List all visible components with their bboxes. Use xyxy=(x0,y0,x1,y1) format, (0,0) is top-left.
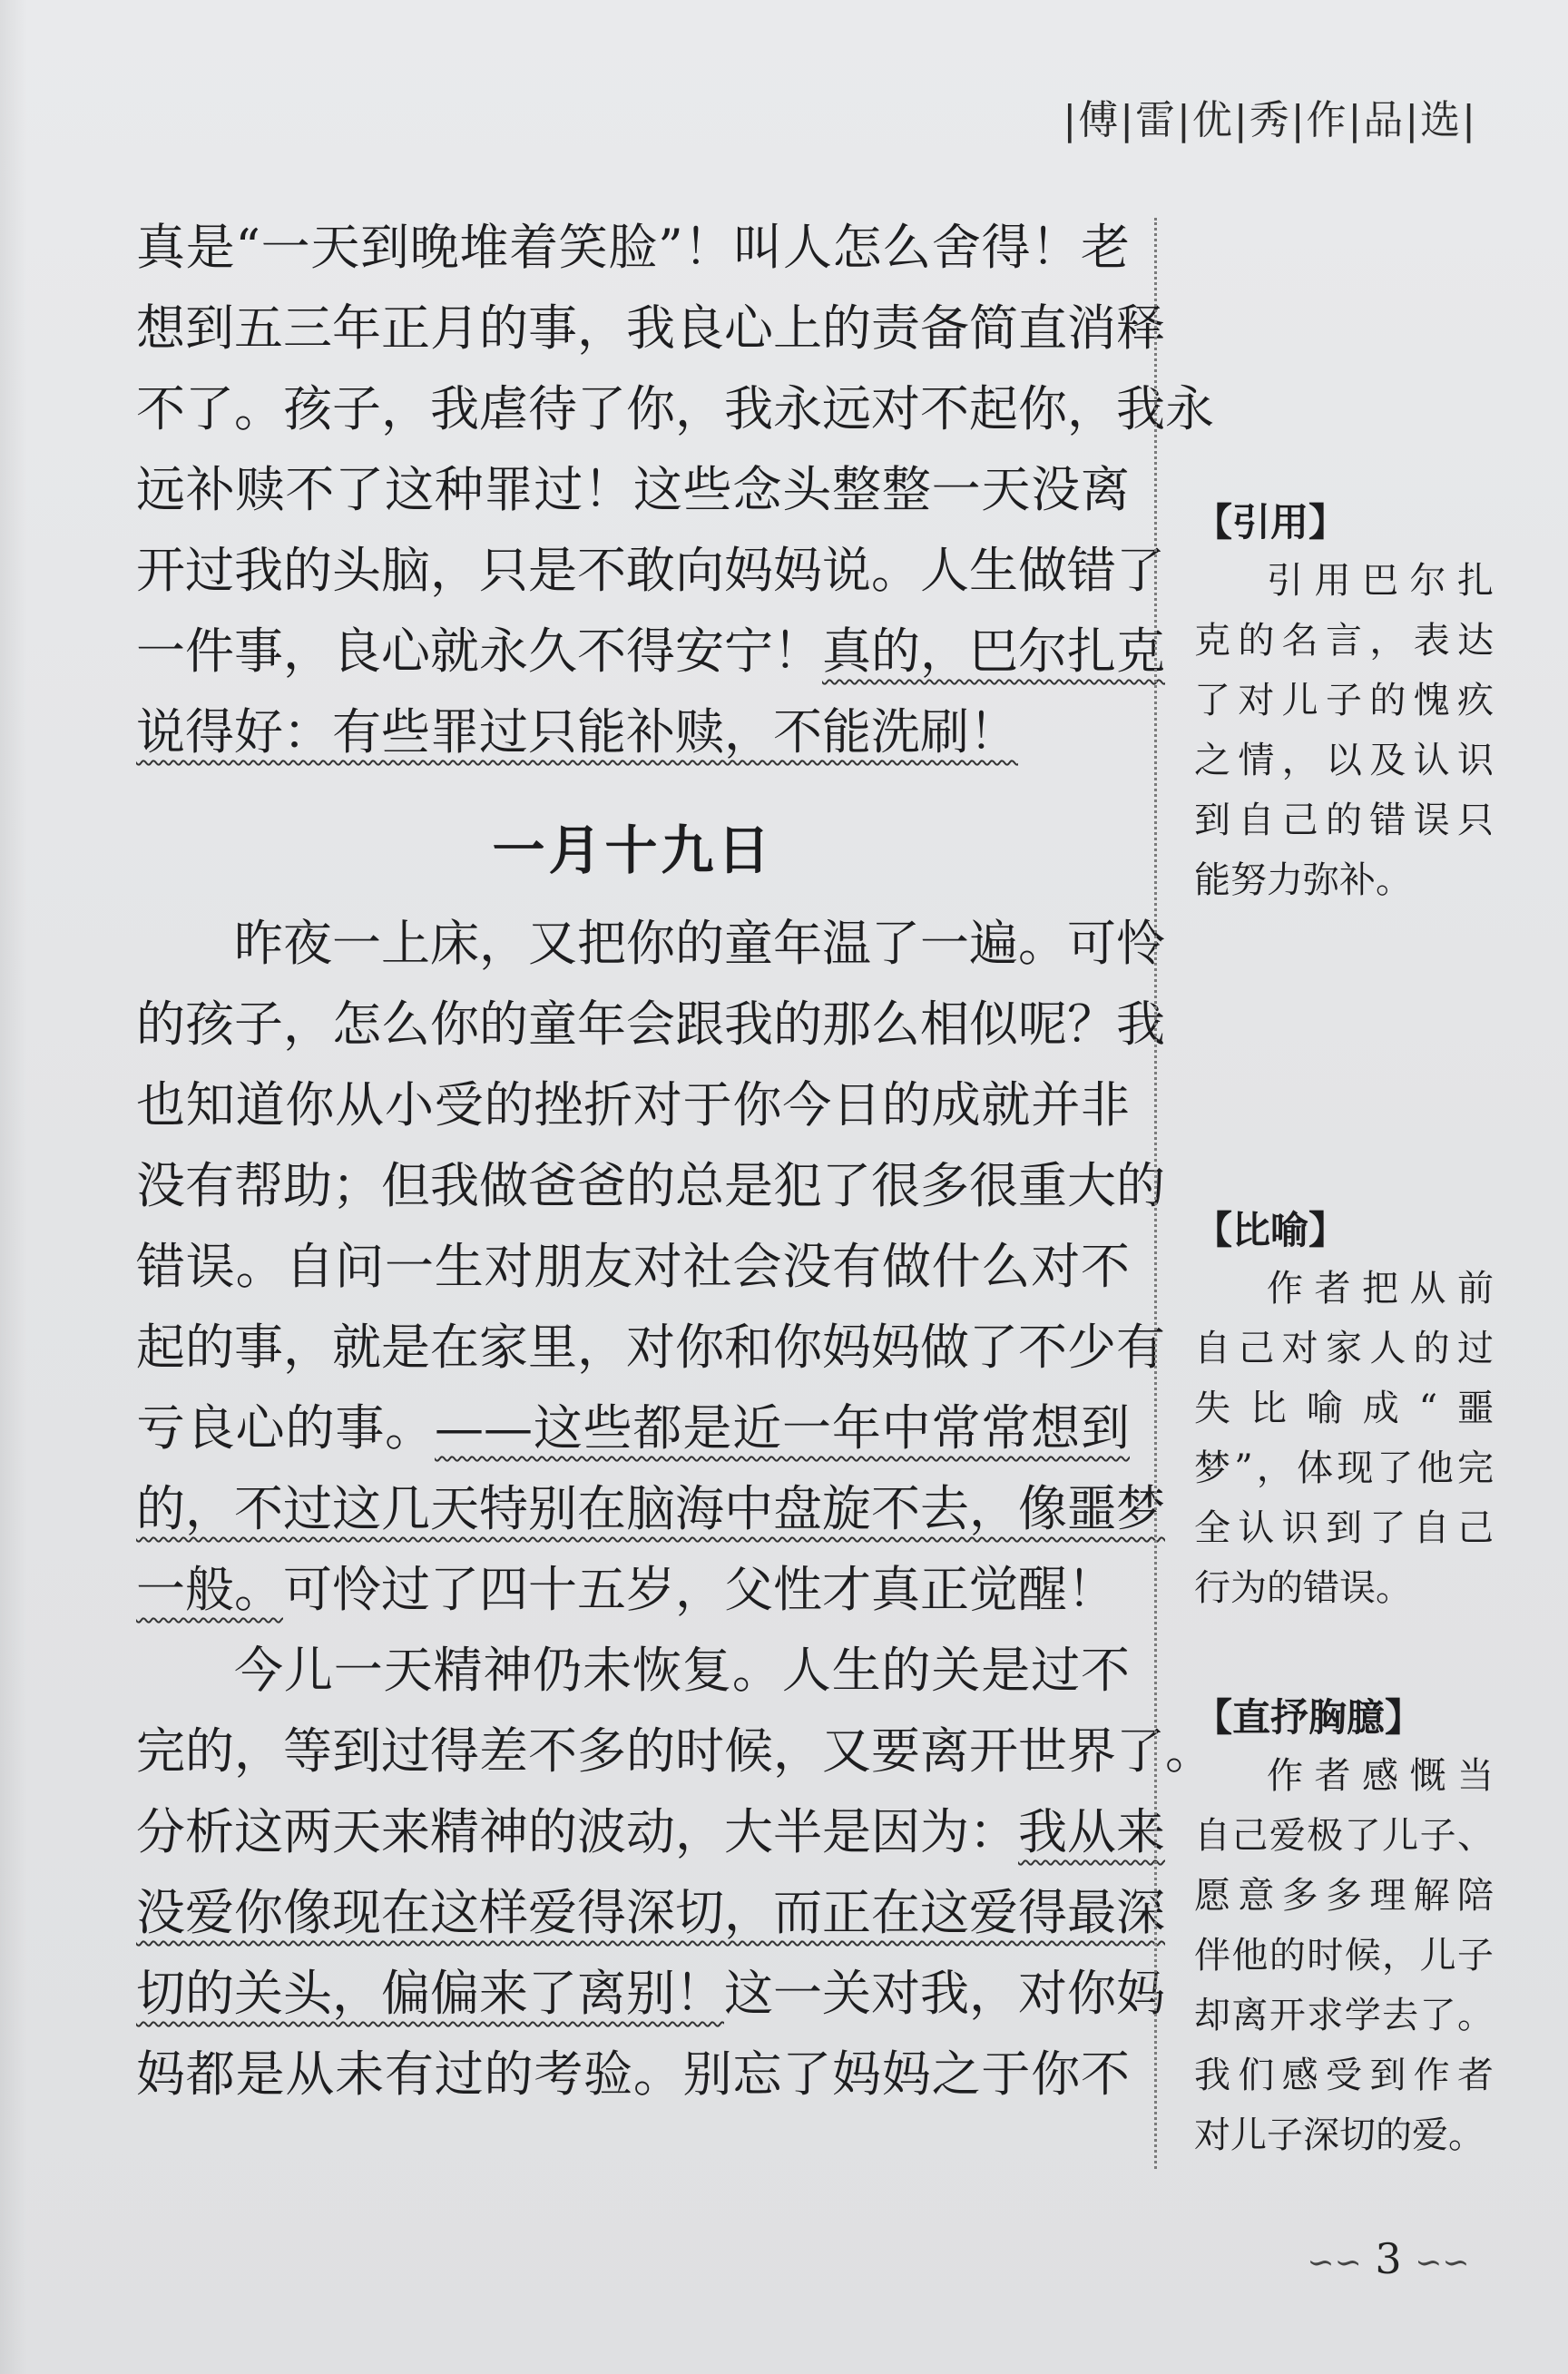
text-line xyxy=(136,1388,1130,1468)
text-line: 完的，等到过得差不多的时候，又要离开世界了。 xyxy=(136,1722,1214,1780)
text-span: 亏良心的事。 xyxy=(136,1399,435,1457)
text-line: 远补赎不了这种罪过！这些念头整整一天没离 xyxy=(136,461,1130,518)
text-span: 可怜过了四十五岁，父性才真正觉醒！ xyxy=(283,1561,1116,1618)
note-line: 全认识到了自己 xyxy=(1194,1507,1494,1549)
text-line: 昨夜一上床，又把你的童年温了一遍。可怜 xyxy=(234,915,1165,972)
note-tag: 【引用】 xyxy=(1194,500,1348,544)
text-line: 真是“一天到晚堆着笑脸”！叫人怎么舍得！老 xyxy=(136,219,1130,276)
ornament-right: ∽∽ xyxy=(1415,2244,1470,2281)
margin-divider xyxy=(1154,218,1157,2169)
annotated-quote: 说得好：有些罪过只能补赎，不能洗刷！ xyxy=(136,703,1018,760)
text-span: 一件事，良心就永久不得安宁！ xyxy=(136,623,822,680)
text-line: 也知道你从小受的挫折对于你今日的成就并非 xyxy=(136,1076,1130,1133)
text-span: 这一关对我，对你妈 xyxy=(724,1965,1165,2022)
text-line xyxy=(136,692,1130,772)
annotated-expression: 我从来 xyxy=(1018,1803,1165,1860)
text-span: 分析这两天来精神的波动，大半是因为： xyxy=(136,1803,1018,1860)
text-line: 不了。孩子，我虐待了你，我永远对不起你，我永 xyxy=(136,380,1214,437)
note-line: 自己爱极了儿子、 xyxy=(1194,1815,1494,1857)
note-tag: 【比喻】 xyxy=(1194,1208,1348,1252)
running-header: |傅|雷|优|秀|作|品|选| xyxy=(1063,97,1477,143)
annotated-quote: 真的，巴尔扎克 xyxy=(822,623,1165,680)
text-line xyxy=(136,611,1165,692)
note-line: 愿意多多理解陪 xyxy=(1194,1875,1494,1917)
note-line: 我们感受到作者 xyxy=(1194,2055,1494,2096)
text-line: 的孩子，怎么你的童年会跟我的那么相似呢？我 xyxy=(136,996,1165,1053)
annotated-expression: 切的关头，偏偏来了离别！ xyxy=(136,1965,724,2022)
text-line xyxy=(136,1953,1165,2034)
margin-note-quote xyxy=(1194,495,1494,910)
annotated-expression: 没爱你像现在这样爱得深切，而正在这爱得最深 xyxy=(136,1884,1165,1941)
note-line: 克的名言，表达 xyxy=(1194,620,1494,662)
text-line: 起的事，就是在家里，对你和你妈妈做了不少有 xyxy=(136,1319,1165,1376)
text-line xyxy=(136,1468,1165,1549)
main-text xyxy=(136,207,1214,2114)
note-line: 引用巴尔扎 xyxy=(1267,560,1494,602)
annotated-metaphor: 一般。 xyxy=(136,1561,283,1618)
text-line: 想到五三年正月的事，我良心上的责备简直消释 xyxy=(136,299,1165,357)
text-line: 今儿一天精神仍未恢复。人生的关是过不 xyxy=(234,1642,1130,1699)
note-line: 能努力弥补。 xyxy=(1194,859,1412,901)
annotated-metaphor: 的，不过这几天特别在脑海中盘旋不去，像噩梦 xyxy=(136,1480,1165,1537)
text-line xyxy=(136,1549,1130,1630)
margin-note-metaphor xyxy=(1194,1202,1494,1618)
text-line: 妈都是从未有过的考验。别忘了妈妈之于你不 xyxy=(136,2045,1130,2103)
page-gutter-shadow xyxy=(0,0,27,2374)
note-line: 到自己的错误只 xyxy=(1194,800,1494,841)
note-line: 失比喻成“噩 xyxy=(1194,1388,1494,1429)
annotated-metaphor: ——这些都是近一年中常常想到 xyxy=(435,1399,1130,1457)
ornament-left: ∽∽ xyxy=(1307,2244,1362,2281)
page-number-value: 3 xyxy=(1375,2234,1402,2283)
note-line: 对儿子深切的爱。 xyxy=(1194,2114,1485,2156)
note-line: 作者把从前 xyxy=(1267,1268,1494,1310)
section-heading: 一月十九日 xyxy=(492,819,774,881)
text-line: 没有帮助；但我做爸爸的总是犯了很多很重大的 xyxy=(136,1157,1165,1214)
note-line: 作者感慨当 xyxy=(1267,1755,1494,1797)
note-line: 伴他的时候，儿子 xyxy=(1194,1935,1494,1977)
note-line: 梦”，体现了他完 xyxy=(1194,1447,1494,1489)
page-number xyxy=(1289,2234,1488,2283)
text-line: 开过我的头脑，只是不敢向妈妈说。人生做错了 xyxy=(136,542,1165,599)
note-line: 自己对家人的过 xyxy=(1194,1328,1494,1369)
note-line: 却离开求学去了。 xyxy=(1194,1995,1494,2036)
margin-note-direct-expression xyxy=(1194,1690,1494,2165)
note-line: 了对儿子的愧疚 xyxy=(1194,680,1494,721)
text-line: 错误。自问一生对朋友对社会没有做什么对不 xyxy=(136,1238,1130,1295)
text-line xyxy=(136,1791,1165,1872)
text-line xyxy=(136,1872,1165,1953)
note-line: 之情，以及认识 xyxy=(1194,740,1494,781)
note-line: 行为的错误。 xyxy=(1194,1567,1412,1609)
note-tag: 【直抒胸臆】 xyxy=(1194,1695,1424,1740)
